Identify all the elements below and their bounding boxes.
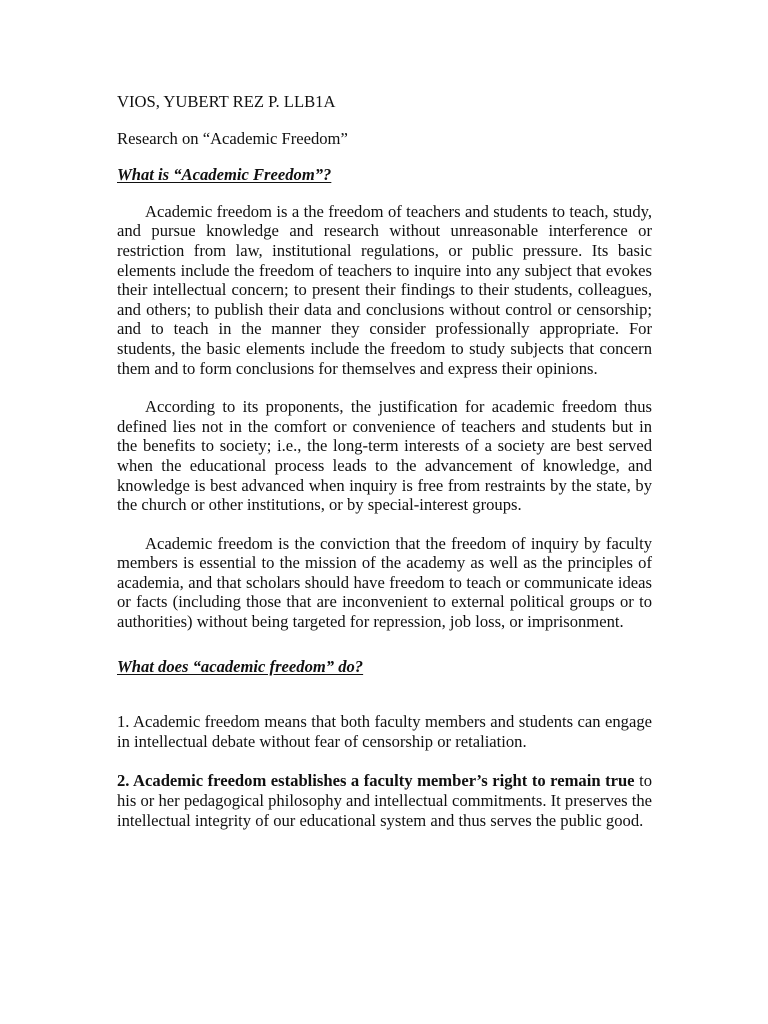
list-item-pedagogy bbox=[117, 771, 652, 830]
section-heading-what-is: What is “Academic Freedom”? bbox=[117, 165, 332, 185]
list-item-text: to his or her pedagogical philosophy and intellectual commitments. It preserves the intellectual integrity of our educational system and thus serves the public good. bbox=[117, 771, 653, 830]
paragraph-justification: According to its proponents, the justification for academic freedom thus defined lies not in the comfort or convenience of teachers and students but in the benefits to society; i.e., the long-term interests of a society are best served when the educational process leads to the advancement of knowledge, and knowledge is best advanced when inquiry is free from restraints by the state, by the church or other institutions, or by special-interest groups. bbox=[117, 397, 652, 515]
list-item-text: 1. Academic freedom means that both faculty members and students can engage in intellectual debate without fear of censorship or retaliation. bbox=[117, 712, 652, 751]
paragraph-definition: Academic freedom is a the freedom of teachers and students to teach, study, and pursue knowledge and research without unreasonable interference or restriction from law, institutional regulations, or public pressure. Its basic elements include the freedom of teachers to inquire into any subject that evokes their intellectual concern; to present their findings to their students, colleagues, and others; to publish their data and conclusions without control or censorship; and to teach in the manner they consider professionally appropriate. For students, the basic elements include the freedom to study subjects that concern them and to form conclusions for themselves and express their opinions. bbox=[117, 201, 652, 378]
document-body bbox=[117, 92, 652, 849]
list-item-debate bbox=[117, 712, 652, 751]
paragraph-conviction: Academic freedom is the conviction that the freedom of inquiry by faculty members is essential to the mission of the academy as well as the principles of academia, and that scholars should have freedom to teach or communicate ideas or facts (including those that are inconvenient to external political groups or to authorities) without being targeted for repression, job loss, or imprisonment. bbox=[117, 533, 652, 632]
author-line: VIOS, YUBERT REZ P. LLB1A bbox=[117, 92, 336, 111]
research-title: Research on “Academic Freedom” bbox=[117, 128, 348, 148]
section-heading-what-does: What does “academic freedom” do? bbox=[117, 656, 364, 676]
list-item-bold-text: 2. Academic freedom establishes a faculty member’s right to remain true bbox=[117, 771, 635, 791]
